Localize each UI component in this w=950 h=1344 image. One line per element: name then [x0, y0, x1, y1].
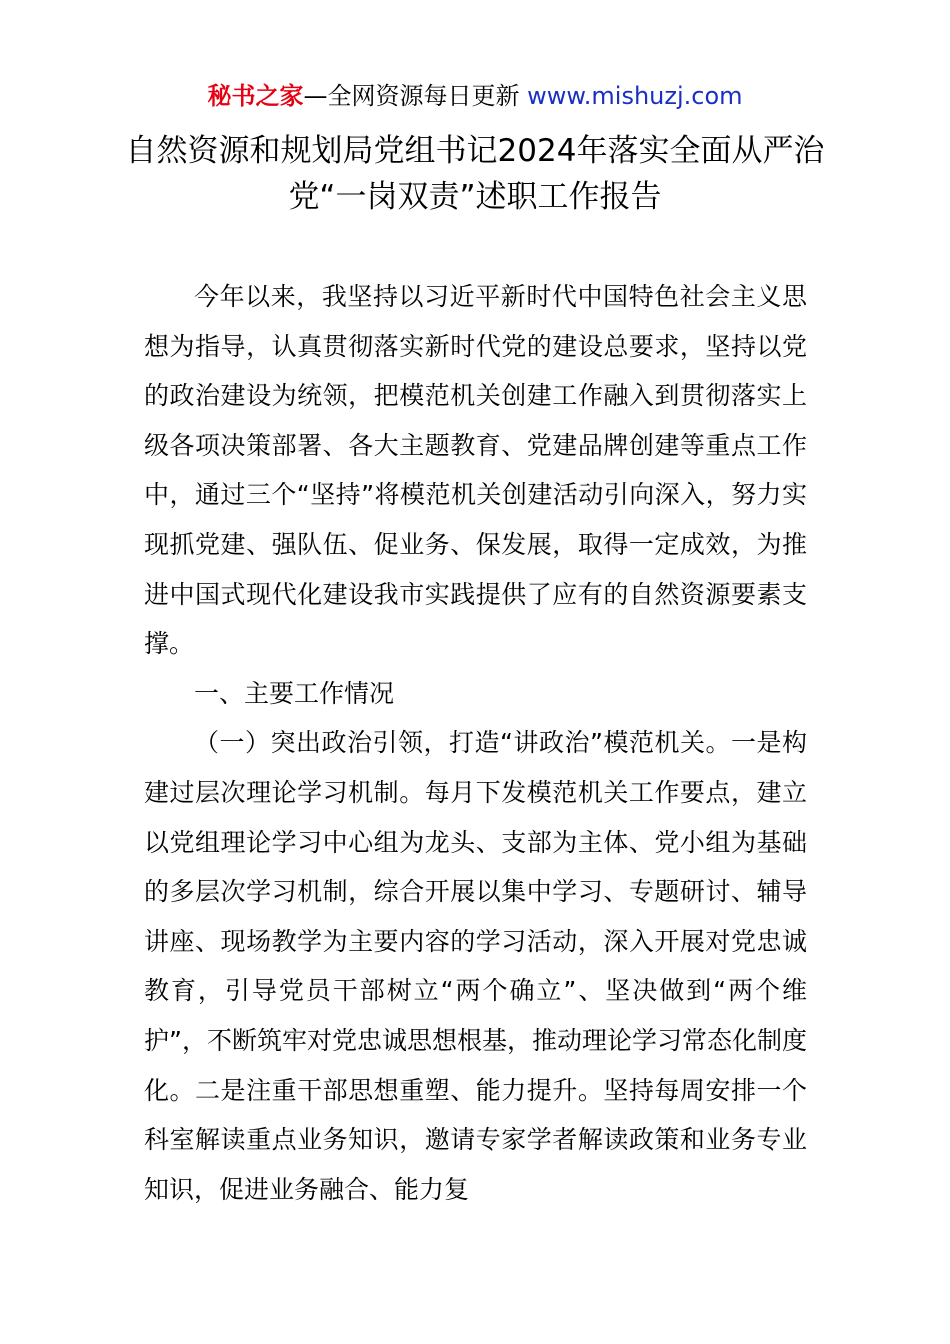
paragraph-intro: 今年以来，我坚持以习近平新时代中国特色社会主义思想为指导，认真贯彻落实新时代党的建设总要求，坚持以党的政治建设为统领，把模范机关创建工作融入到贯彻落实上级各项决策部署、各大主题教育、党建品牌创建等重点工作中，通过三个“坚持”将模范机关创建活动引向深入，努力实现抓党建、强队伍、促业务、保发展，取得一定成效，为推进中国式现代化建设我市实践提供了应有的自然资源要素支撑。	[144, 282, 807, 659]
document-body	[144, 272, 807, 1214]
section-heading: 一、主要工作情况	[194, 678, 395, 708]
paragraph-section-1: （一）突出政治引领，打造“讲政治”模范机关。一是构建过层次理论学习机制。每月下发模范机关工作要点，建立以党组理论学习中心组为龙头、支部为主体、党小组为基础的多层次学习机制，综合开展以集中学习、专题研讨、辅导讲座、现场教学为主要内容的学习活动，深入开展对党忠诚教育，引导党员干部树立“两个确立”、坚决做到“两个维护”，不断筑牢对党忠诚思想根基，推动理论学习常态化制度化。二是注重干部思想重塑、能力提升。坚持每周安排一个科室解读重点业务知识，邀请专家学者解读政策和业务专业知识，促进业务融合、能力复	[144, 728, 807, 1204]
site-banner	[0, 80, 950, 112]
document-title: 自然资源和规划局党组书记2024年落实全面从严治党“一岗双责”述职工作报告	[125, 133, 825, 215]
banner-brand: 秘书之家	[207, 82, 304, 110]
banner-url[interactable]: www.mishuzj.com	[527, 82, 743, 110]
banner-tagline: —全网资源每日更新	[303, 82, 520, 110]
